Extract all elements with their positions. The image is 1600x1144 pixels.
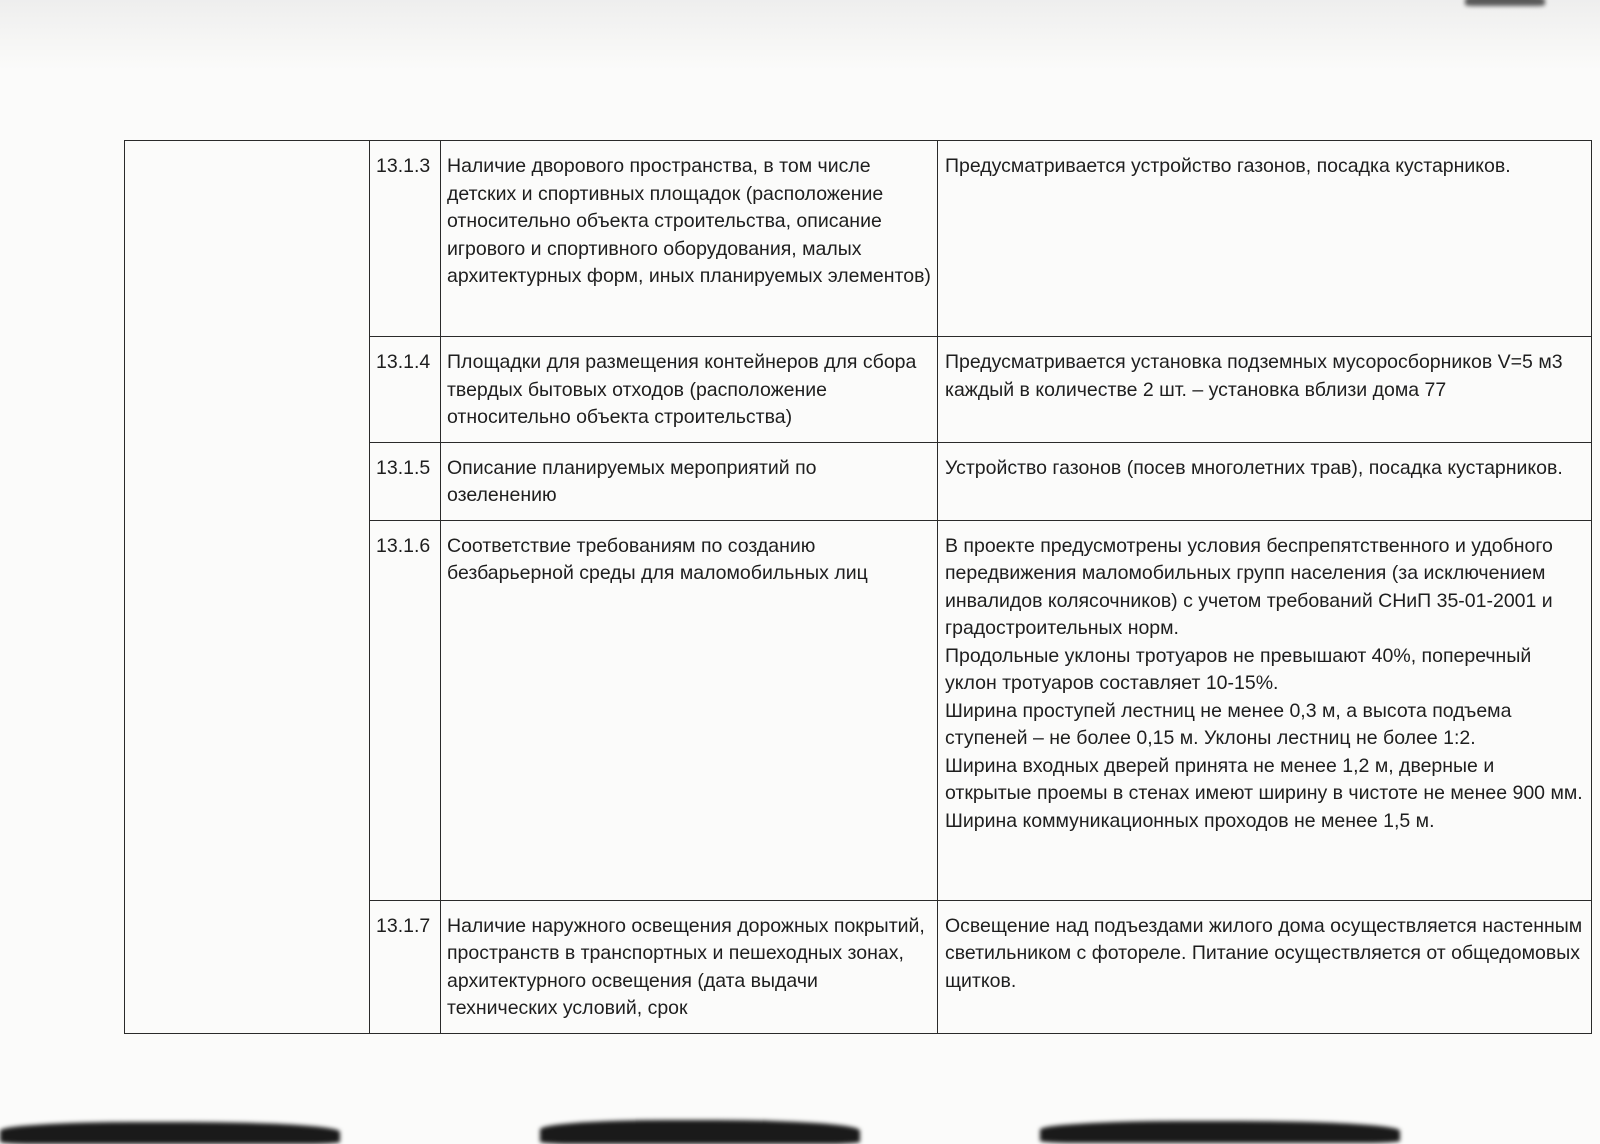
row-description: Наличие наружного освещения дорожных покрытий, пространств в транспортных и пешеходных зонах, архитектурного освещения (дата выдачи технических условий, срок — [441, 900, 938, 1033]
row-value-paragraph: Предусматривается устройство газонов, посадка кустарников. — [945, 155, 1511, 177]
table-row — [125, 141, 1592, 337]
row-value — [938, 900, 1592, 1033]
row-description: Площадки для размещения контейнеров для сбора твердых бытовых отходов (расположение относительно объекта строительства) — [441, 337, 938, 443]
row-value-paragraph: Устройство газонов (посев многолетних трав), посадка кустарников. — [945, 456, 1563, 479]
document-table — [124, 140, 1592, 1034]
row-description: Описание планируемых мероприятий по озеленению — [441, 442, 938, 520]
row-value-paragraph: Ширина коммуникационных проходов не менее 1,5 м. — [945, 809, 1435, 832]
row-number: 13.1.4 — [370, 337, 441, 443]
blank-column-cell — [125, 141, 370, 1034]
row-number: 13.1.7 — [370, 900, 441, 1033]
scan-smudge — [1465, 0, 1545, 6]
scan-shadow — [0, 0, 1600, 70]
row-value-paragraph: Продольные уклоны тротуаров не превышают 40%, поперечный уклон тротуаров составляет 10-15%. — [945, 644, 1532, 694]
row-value — [938, 442, 1592, 520]
row-value-paragraph: Ширина входных дверей принята не менее 1,2 м, дверные и открытые проемы в стенах имеют ширину в чистоте не менее 900 мм. — [945, 754, 1583, 804]
scan-smudge — [1040, 1121, 1400, 1143]
scan-smudge — [540, 1120, 860, 1144]
row-number: 13.1.6 — [370, 520, 441, 900]
row-description: Соответствие требованиям по созданию безбарьерной среды для маломобильных лиц — [441, 520, 938, 900]
row-description: Наличие дворового пространства, в том числе детских и спортивных площадок (расположение относительно объекта строительства, описание игрового и спортивного оборудования, малых архитектурных форм, иных планируемых элементов) — [441, 141, 938, 337]
row-value-paragraph: Освещение над подъездами жилого дома осуществляется настенным светильником с фотореле. Питание осуществляется от общедомовых щитков. — [945, 914, 1583, 992]
row-value — [938, 337, 1592, 443]
row-value-paragraph: Ширина проступей лестниц не менее 0,3 м, а высота подъема ступеней – не более 0,15 м. Уклоны лестниц не более 1:2. — [945, 699, 1512, 749]
row-value-paragraph: В проекте предусмотрены условия беспрепятственного и удобного передвижения маломобильных групп населения (за исключением инвалидов колясочников) с учетом требований СНиП 35-01-2001 и градостроительных норм. — [945, 534, 1553, 639]
row-value — [938, 141, 1592, 337]
row-value — [938, 520, 1592, 900]
row-number: 13.1.5 — [370, 442, 441, 520]
row-number: 13.1.3 — [370, 141, 441, 337]
scan-smudge — [0, 1122, 340, 1144]
row-value-paragraph: Предусматривается установка подземных мусоросборников V=5 м3 каждый в количестве 2 шт. – установка вблизи дома 77 — [945, 351, 1563, 401]
